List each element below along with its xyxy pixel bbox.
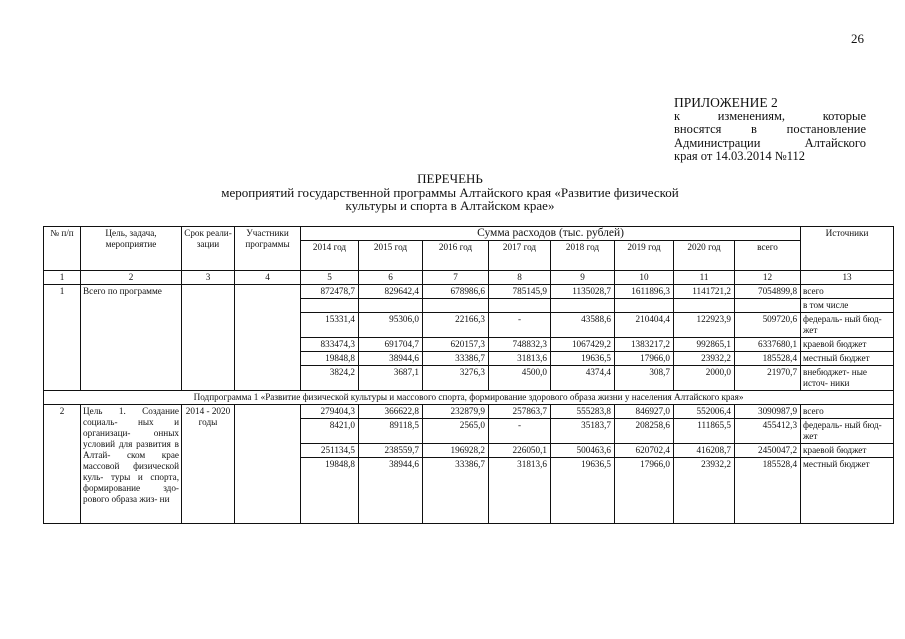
value-cell: 19848,8 bbox=[301, 352, 359, 366]
source-cell: краевой бюджет bbox=[801, 338, 894, 352]
column-number: 10 bbox=[615, 271, 674, 285]
page-number: 26 bbox=[851, 31, 864, 46]
value-cell: 748832,3 bbox=[489, 338, 551, 352]
value-cell: 3276,3 bbox=[423, 366, 489, 391]
year-header: 2015 год bbox=[359, 241, 423, 271]
year-header: 2020 год bbox=[674, 241, 735, 271]
value-cell: - bbox=[489, 313, 551, 338]
value-cell bbox=[551, 299, 615, 313]
row-participants bbox=[235, 285, 301, 391]
value-cell: 785145,9 bbox=[489, 285, 551, 299]
value-cell bbox=[615, 299, 674, 313]
value-cell: 500463,6 bbox=[551, 444, 615, 458]
value-cell: 620157,3 bbox=[423, 338, 489, 352]
column-number: 5 bbox=[301, 271, 359, 285]
value-cell: 279404,3 bbox=[301, 405, 359, 419]
column-number: 3 bbox=[182, 271, 235, 285]
column-number: 9 bbox=[551, 271, 615, 285]
source-cell: федераль- ный бюд- жет bbox=[801, 313, 894, 338]
value-cell: 38944,6 bbox=[359, 458, 423, 524]
value-cell: 22166,3 bbox=[423, 313, 489, 338]
value-cell bbox=[674, 299, 735, 313]
value-cell: 4374,4 bbox=[551, 366, 615, 391]
value-cell: 691704,7 bbox=[359, 338, 423, 352]
year-header: 2018 год bbox=[551, 241, 615, 271]
value-cell bbox=[489, 299, 551, 313]
value-cell: 33386,7 bbox=[423, 352, 489, 366]
source-cell: федераль- ный бюд- жет bbox=[801, 419, 894, 444]
value-cell: 185528,4 bbox=[735, 458, 801, 524]
value-cell: 992865,1 bbox=[674, 338, 735, 352]
source-cell: в том числе bbox=[801, 299, 894, 313]
source-cell: краевой бюджет bbox=[801, 444, 894, 458]
value-cell: 15331,4 bbox=[301, 313, 359, 338]
column-number: 13 bbox=[801, 271, 894, 285]
value-cell: 620702,4 bbox=[615, 444, 674, 458]
row-participants bbox=[235, 405, 301, 524]
appendix-block bbox=[674, 96, 866, 164]
value-cell: 8421,0 bbox=[301, 419, 359, 444]
row-number: 2 bbox=[44, 405, 81, 524]
value-cell: 455412,3 bbox=[735, 419, 801, 444]
value-cell: 1067429,2 bbox=[551, 338, 615, 352]
value-cell: 3824,2 bbox=[301, 366, 359, 391]
appendix-line: вносятся в постановление bbox=[674, 122, 866, 136]
value-cell: 38944,6 bbox=[359, 352, 423, 366]
header-goal: Цель, задача, мероприятие bbox=[81, 227, 182, 271]
value-cell: 846927,0 bbox=[615, 405, 674, 419]
value-cell: 33386,7 bbox=[423, 458, 489, 524]
value-cell: 509720,6 bbox=[735, 313, 801, 338]
row-goal: Цель 1. Создание социаль- ных и организаци- онных условий для развития в Алтай- ском крае массовой физической куль- туры и спорта, формирование здо- рового образа жиз- ни bbox=[81, 405, 182, 524]
value-cell: 4500,0 bbox=[489, 366, 551, 391]
table-row bbox=[44, 285, 894, 299]
value-cell: 210404,4 bbox=[615, 313, 674, 338]
value-cell bbox=[735, 299, 801, 313]
measures-table bbox=[43, 226, 894, 524]
value-cell: 2000,0 bbox=[674, 366, 735, 391]
value-cell: 7054899,8 bbox=[735, 285, 801, 299]
appendix-line: к изменениям, которые bbox=[674, 108, 866, 123]
value-cell: 31813,6 bbox=[489, 458, 551, 524]
value-cell: 19636,5 bbox=[551, 352, 615, 366]
value-cell: 555283,8 bbox=[551, 405, 615, 419]
value-cell: 2450047,2 bbox=[735, 444, 801, 458]
year-header: всего bbox=[735, 241, 801, 271]
header-num: № п/п bbox=[44, 227, 81, 271]
appendix-title: ПРИЛОЖЕНИЕ 2 bbox=[674, 95, 778, 110]
value-cell: 111865,5 bbox=[674, 419, 735, 444]
value-cell: 257863,7 bbox=[489, 405, 551, 419]
column-number: 6 bbox=[359, 271, 423, 285]
value-cell: 308,7 bbox=[615, 366, 674, 391]
source-cell: всего bbox=[801, 405, 894, 419]
column-number: 4 bbox=[235, 271, 301, 285]
value-cell: 238559,7 bbox=[359, 444, 423, 458]
subprogram-title: Подпрограмма 1 «Развитие физической культуры и массового спорта, формирование здорового образа жизни у населения Алтайского края» bbox=[44, 391, 894, 405]
heading-subtitle: мероприятий государственной программы Алтайского края «Развитие физической bbox=[221, 184, 679, 200]
heading-title: ПЕРЕЧЕНЬ bbox=[417, 171, 483, 186]
row-name: Всего по программе bbox=[81, 285, 182, 391]
value-cell: 1383217,2 bbox=[615, 338, 674, 352]
source-cell: всего bbox=[801, 285, 894, 299]
subprogram-row bbox=[44, 391, 894, 405]
value-cell: 6337680,1 bbox=[735, 338, 801, 352]
header-sources: Источники bbox=[801, 227, 894, 271]
column-number: 8 bbox=[489, 271, 551, 285]
value-cell: 872478,7 bbox=[301, 285, 359, 299]
value-cell: 3090987,9 bbox=[735, 405, 801, 419]
value-cell: 1141721,2 bbox=[674, 285, 735, 299]
column-number: 1 bbox=[44, 271, 81, 285]
value-cell: 251134,5 bbox=[301, 444, 359, 458]
value-cell bbox=[301, 299, 359, 313]
value-cell: 366622,8 bbox=[359, 405, 423, 419]
year-header: 2016 год bbox=[423, 241, 489, 271]
value-cell: 829642,4 bbox=[359, 285, 423, 299]
value-cell bbox=[423, 299, 489, 313]
row-number: 1 bbox=[44, 285, 81, 391]
value-cell: 17966,0 bbox=[615, 352, 674, 366]
appendix-line: Администрации Алтайского bbox=[674, 135, 866, 150]
value-cell: 23932,2 bbox=[674, 352, 735, 366]
value-cell: 122923,9 bbox=[674, 313, 735, 338]
value-cell: 21970,7 bbox=[735, 366, 801, 391]
appendix-line: края от 14.03.2014 №112 bbox=[674, 149, 806, 163]
value-cell: - bbox=[489, 419, 551, 444]
table-row bbox=[44, 405, 894, 419]
header-participants: Участники программы bbox=[235, 227, 301, 271]
column-number-row bbox=[44, 271, 894, 285]
value-cell: 31813,6 bbox=[489, 352, 551, 366]
value-cell: 232879,9 bbox=[423, 405, 489, 419]
value-cell: 43588,6 bbox=[551, 313, 615, 338]
value-cell: 19636,5 bbox=[551, 458, 615, 524]
column-number: 12 bbox=[735, 271, 801, 285]
value-cell: 17966,0 bbox=[615, 458, 674, 524]
value-cell: 833474,3 bbox=[301, 338, 359, 352]
value-cell: 185528,4 bbox=[735, 352, 801, 366]
value-cell: 208258,6 bbox=[615, 419, 674, 444]
year-header: 2014 год bbox=[301, 241, 359, 271]
row-term: 2014 - 2020 годы bbox=[182, 405, 235, 524]
header-sum: Сумма расходов (тыс. рублей) bbox=[301, 227, 801, 241]
value-cell: 196928,2 bbox=[423, 444, 489, 458]
value-cell bbox=[359, 299, 423, 313]
column-number: 11 bbox=[674, 271, 735, 285]
source-cell: местный бюджет bbox=[801, 352, 894, 366]
value-cell: 35183,7 bbox=[551, 419, 615, 444]
value-cell: 1611896,3 bbox=[615, 285, 674, 299]
value-cell: 416208,7 bbox=[674, 444, 735, 458]
value-cell: 226050,1 bbox=[489, 444, 551, 458]
value-cell: 19848,8 bbox=[301, 458, 359, 524]
value-cell: 1135028,7 bbox=[551, 285, 615, 299]
row-term bbox=[182, 285, 235, 391]
source-cell: местный бюджет bbox=[801, 458, 894, 524]
value-cell: 89118,5 bbox=[359, 419, 423, 444]
year-header: 2017 год bbox=[489, 241, 551, 271]
heading-subtitle: культуры и спорта в Алтайском крае» bbox=[345, 198, 555, 213]
year-header: 2019 год bbox=[615, 241, 674, 271]
column-number: 2 bbox=[81, 271, 182, 285]
source-cell: внебюджет- ные источ- ники bbox=[801, 366, 894, 391]
value-cell: 552006,4 bbox=[674, 405, 735, 419]
value-cell: 3687,1 bbox=[359, 366, 423, 391]
value-cell: 95306,0 bbox=[359, 313, 423, 338]
value-cell: 678986,6 bbox=[423, 285, 489, 299]
value-cell: 23932,2 bbox=[674, 458, 735, 524]
table-header-row bbox=[44, 227, 894, 241]
value-cell: 2565,0 bbox=[423, 419, 489, 444]
document-heading bbox=[180, 172, 720, 213]
column-number: 7 bbox=[423, 271, 489, 285]
header-term: Срок реали- зации bbox=[182, 227, 235, 271]
